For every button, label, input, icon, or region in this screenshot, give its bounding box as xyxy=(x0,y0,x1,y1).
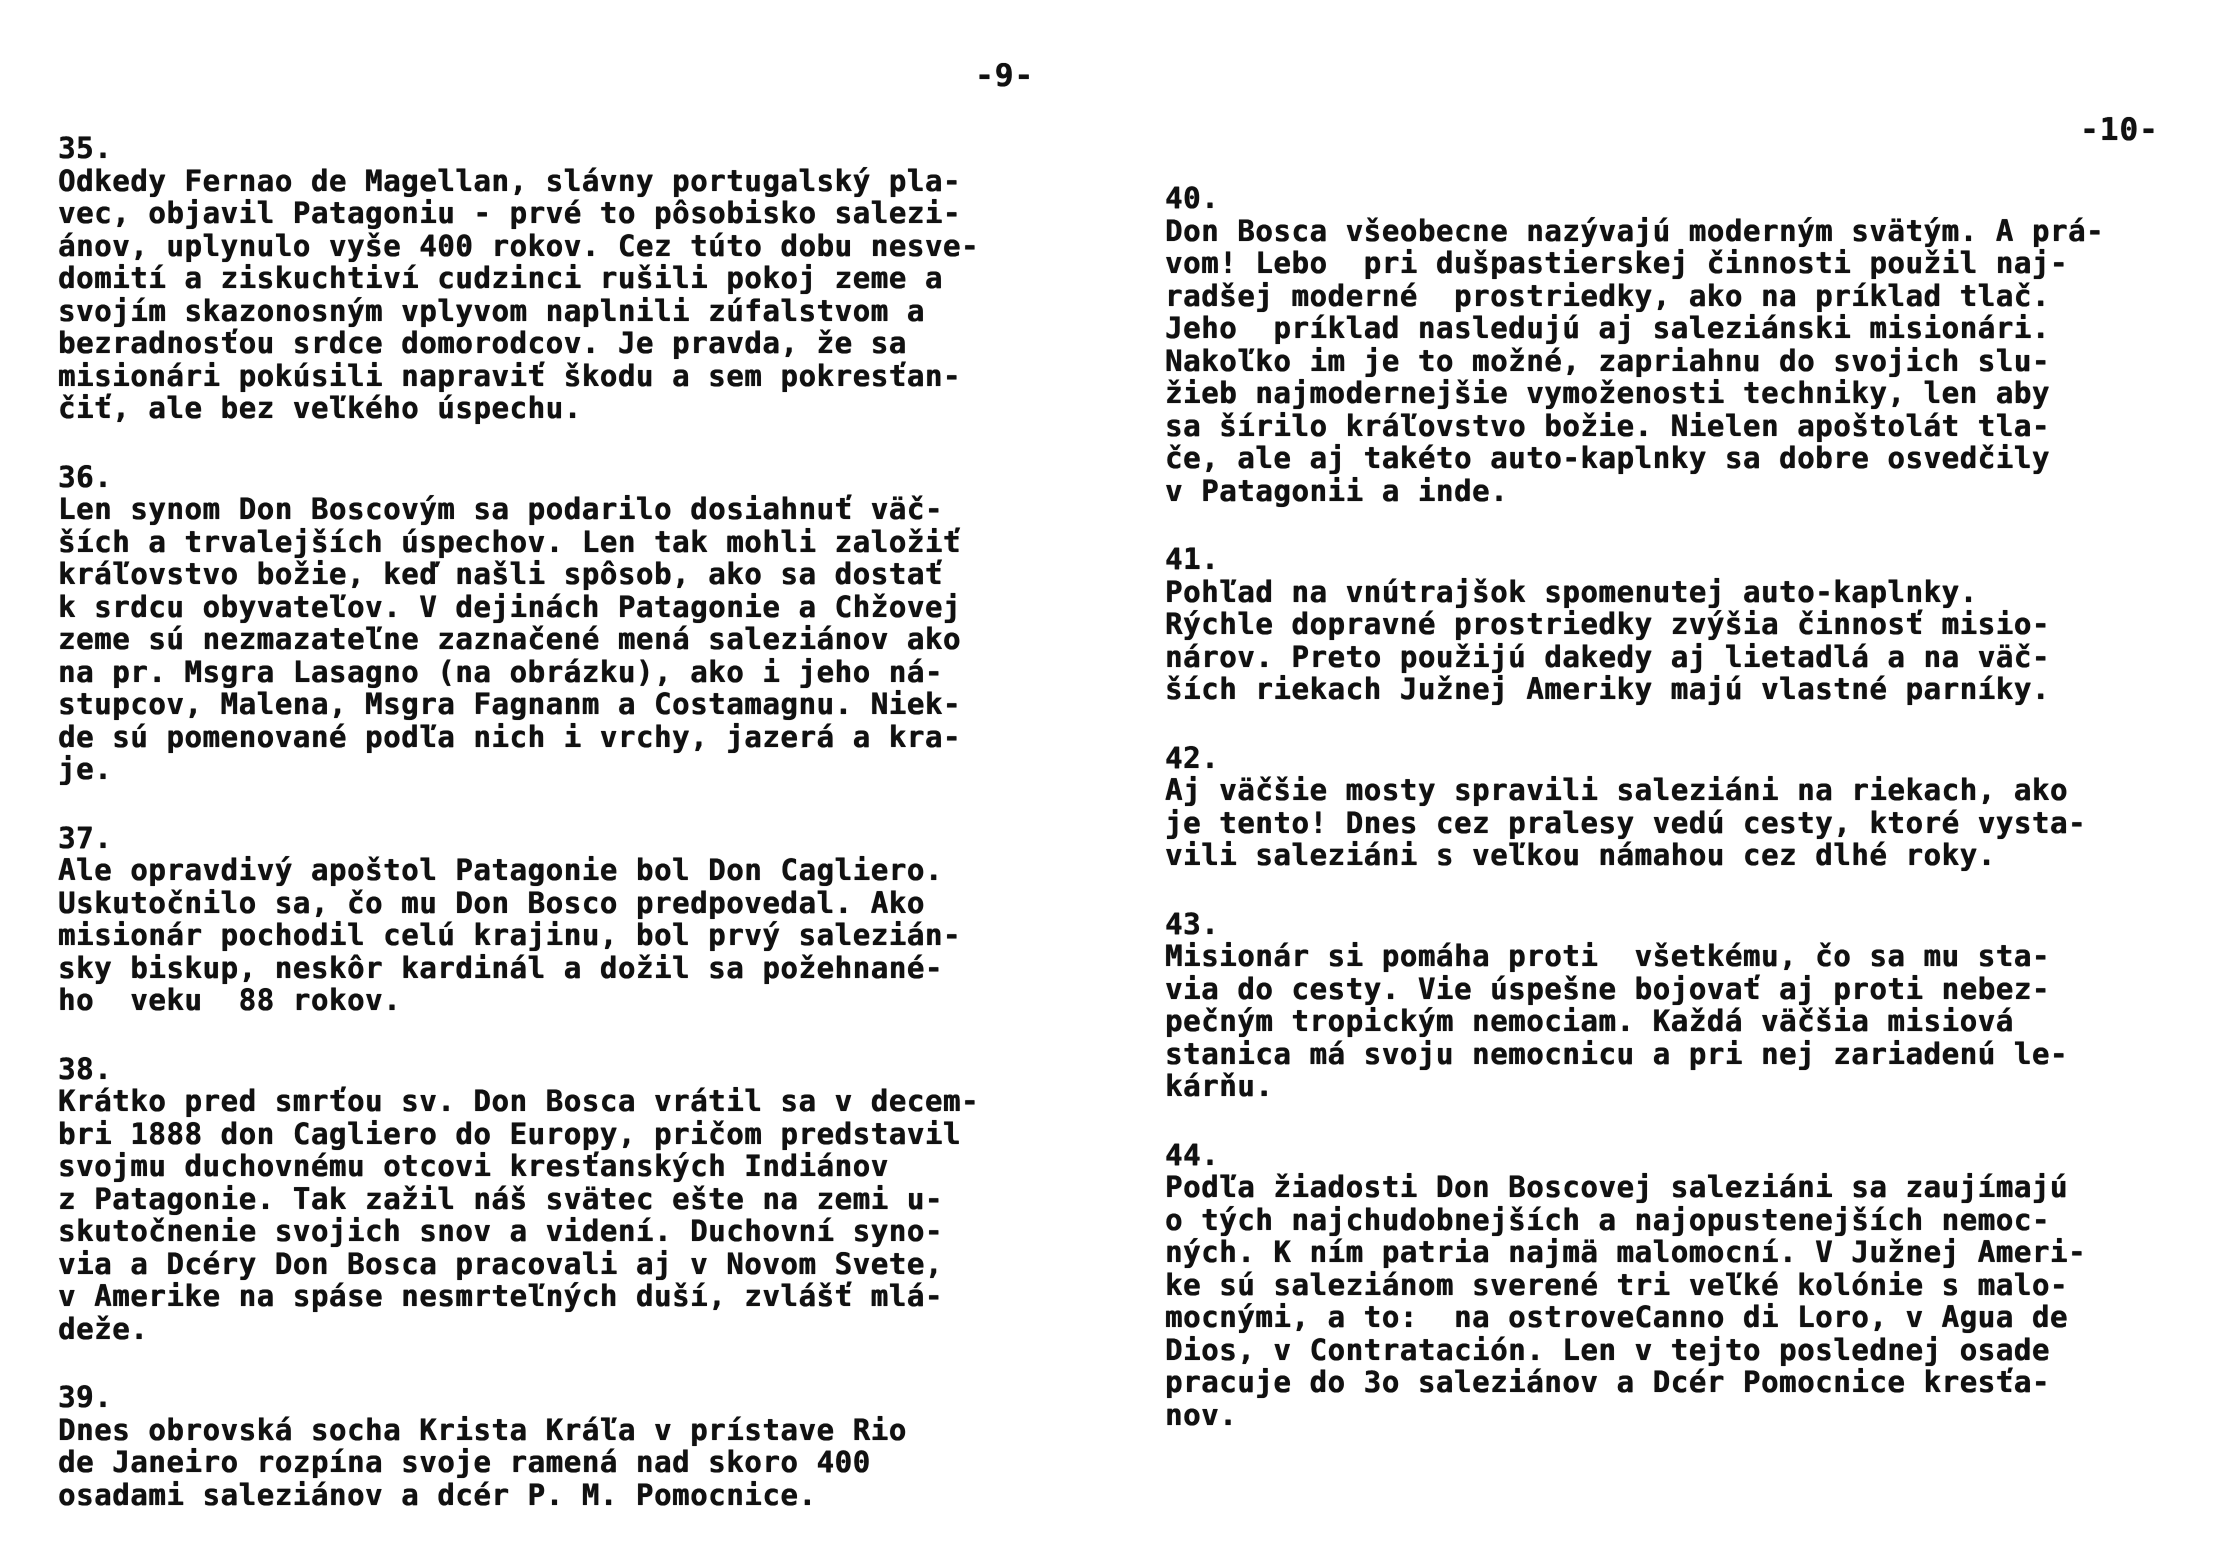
page-number: -9- xyxy=(975,58,1034,94)
text-line: če, ale aj takéto auto-kaplnky sa dobre osvedčily xyxy=(1165,441,2050,475)
text-line: mocnými, a to: na ostroveCanno di Loro, v Agua de xyxy=(1165,1300,2068,1334)
text-line: nov. xyxy=(1165,1397,1238,1432)
text-line: zeme sú nezmazateľne zaznačené mená saleziánov ako xyxy=(58,622,961,656)
paragraph-number: 44. xyxy=(1165,1137,1220,1172)
text-line: skutočnenie svojich snov a videní. Duchovní syno- xyxy=(58,1214,943,1248)
text-line: deže. xyxy=(58,1311,149,1346)
text-line: bezradnosťou srdce domorodcov. Je pravda, že sa xyxy=(58,326,907,360)
text-line: žieb najmodernejšie vymoženosti techniky, len aby xyxy=(1165,376,2050,410)
paragraph xyxy=(58,1381,1088,1511)
text-line: osadami saleziánov a dcér P. M. Pomocnice. xyxy=(58,1477,817,1512)
text-line: z Patagonie. Tak zažil náš svätec ešte na zemi u- xyxy=(58,1181,943,1216)
paragraph-number: 42. xyxy=(1165,740,1220,775)
text-line: Pohľad na vnútrajšok spomenutej auto-kaplnky. xyxy=(1165,574,1978,609)
text-line: misionári pokúsili napraviť škodu a sem pokresťan- xyxy=(58,358,961,393)
text-line: Podľa žiadosti Don Boscovej saleziáni sa zaujímajú xyxy=(1165,1170,2068,1204)
text-line: sa šírilo kráľovstvo božie. Nielen apoštolát tla- xyxy=(1165,408,2050,443)
paragraph-number: 39. xyxy=(58,1380,113,1414)
text-line: svojím skazonosným vplyvom naplnili zúfalstvom a xyxy=(58,293,925,328)
text-line: Len synom Don Boscovým sa podarilo dosiahnuť väč- xyxy=(58,492,943,526)
text-line: de Janeiro rozpína svoje ramená nad skoro 400 xyxy=(58,1445,871,1479)
paragraph xyxy=(58,822,1088,1017)
paragraph xyxy=(1165,182,2195,507)
text-line: Nakoľko im je to možné, zapriahnu do svojich slu- xyxy=(1165,343,2050,378)
text-line: v Patagonii a inde. xyxy=(1165,473,1509,508)
text-line: stupcov, Malena, Msgra Fagnanm a Costamagnu. Niek- xyxy=(58,687,961,721)
paragraph xyxy=(1165,543,2195,706)
text-line: Dnes obrovská socha Krista Kráľa v prístave Rio xyxy=(58,1412,907,1447)
text-line: svojmu duchovnému otcovi kresťanských Indiánov xyxy=(58,1149,889,1183)
text-line: kárňu. xyxy=(1165,1069,1274,1103)
text-line: kráľovstvo božie, keď našli spôsob, ako sa dostať xyxy=(58,557,943,591)
text-line: ho veku 88 rokov. xyxy=(58,983,402,1017)
text-line: ných. K ním patria najmä malomocní. V Južnej Ameri- xyxy=(1165,1235,2087,1269)
text-line: bri 1888 don Cagliero do Europy, pričom predstavil xyxy=(58,1116,961,1151)
paragraph xyxy=(58,132,1088,425)
text-line: čiť, ale bez veľkého úspechu. xyxy=(58,391,582,425)
text-line: Rýchle dopravné prostriedky zvýšia činnosť misio- xyxy=(1165,607,2050,641)
paragraph-number: 41. xyxy=(1165,542,1220,576)
text-line: vec, objavil Patagoniu - prvé to pôsobisko salezi- xyxy=(58,196,961,230)
paragraph-number: 36. xyxy=(58,459,113,494)
text-line: je tento! Dnes cez pralesy vedú cesty, ktoré vysta- xyxy=(1165,805,2087,840)
text-line: v Amerike na spáse nesmrteľných duší, zvlášť mlá- xyxy=(58,1279,943,1313)
left-page xyxy=(0,0,1115,1512)
page-number: -10- xyxy=(2080,112,2159,148)
text-line: pečným tropickým nemociam. Každá väčšia misiová xyxy=(1165,1004,2014,1038)
text-line: ánov, uplynulo vyše 400 rokov. Cez túto dobu nesve- xyxy=(58,228,980,263)
text-line: Odkedy Fernao de Magellan, slávny portugalský pla- xyxy=(58,163,961,198)
text-line: vili saleziáni s veľkou námahou cez dlhé roky. xyxy=(1165,838,1996,872)
paragraph xyxy=(58,1053,1088,1346)
paragraph xyxy=(1165,1139,2195,1432)
paragraph-number: 38. xyxy=(58,1051,113,1086)
text-line: Krátko pred smrťou sv. Don Bosca vrátil sa v decem- xyxy=(58,1084,980,1118)
text-line: Misionár si pomáha proti všetkému, čo sa mu sta- xyxy=(1165,939,2050,973)
paragraph-number: 40. xyxy=(1165,181,1220,215)
paragraph-number: 43. xyxy=(1165,906,1220,941)
text-line: pracuje do 3o saleziánov a Dcér Pomocnice kresťa- xyxy=(1165,1365,2050,1399)
paragraph xyxy=(58,461,1088,786)
text-line: domití a ziskuchtiví cudzinci rušili pokoj zeme a xyxy=(58,261,943,295)
text-line: de sú pomenované podľa nich i vrchy, jazerá a kra- xyxy=(58,719,961,754)
text-line: Don Bosca všeobecne nazývajú moderným svätým. A prá- xyxy=(1165,213,2105,248)
text-line: radšej moderné prostriedky, ako na príklad tlač. xyxy=(1165,278,2050,313)
text-line: Dios, v Contratación. Len v tejto poslednej osade xyxy=(1165,1332,2050,1367)
right-page xyxy=(1115,0,2230,1500)
text-line: o tých najchudobnejších a najopustenejších nemoc- xyxy=(1165,1202,2050,1237)
text-line: via a Dcéry Don Bosca pracovali aj v Novom Svete, xyxy=(58,1246,943,1281)
text-line: misionár pochodil celú krajinu, bol prvý salezián- xyxy=(58,918,961,952)
text-line: stanica má svoju nemocnicu a pri nej zariadenú le- xyxy=(1165,1036,2068,1071)
text-line: Uskutočnilo sa, čo mu Don Bosco predpovedal. Ako xyxy=(58,885,925,920)
paragraph xyxy=(1165,742,2195,872)
text-line: ších riekach Južnej Ameriky majú vlastné parníky. xyxy=(1165,672,2050,706)
text-column xyxy=(1165,182,2195,1467)
text-line: na pr. Msgra Lasagno (na obrázku), ako i jeho ná- xyxy=(58,654,943,689)
paragraph xyxy=(1165,908,2195,1103)
text-line: ších a trvalejších úspechov. Len tak mohli založiť xyxy=(58,524,961,559)
text-line: vom! Lebo pri dušpastierskej činnosti použil naj- xyxy=(1165,246,2068,280)
text-line: Aj väčšie mosty spravili saleziáni na riekach, ako xyxy=(1165,773,2068,807)
text-column xyxy=(58,132,1088,1547)
text-line: k srdcu obyvateľov. V dejinách Patagonie a Chžovej xyxy=(58,589,961,624)
text-line: Ale opravdivý apoštol Patagonie bol Don Cagliero. xyxy=(58,853,943,887)
paragraph-number: 37. xyxy=(58,820,113,855)
text-line: nárov. Preto použijú dakedy aj lietadlá a na väč- xyxy=(1165,639,2050,674)
text-line: ke sú saleziánom sverené tri veľké kolónie s malo- xyxy=(1165,1267,2068,1302)
text-line: Jeho príklad nasledujú aj saleziánski misionári. xyxy=(1165,311,2050,345)
text-line: sky biskup, neskôr kardinál a dožil sa požehnané- xyxy=(58,950,943,985)
text-line: via do cesty. Vie úspešne bojovať aj proti nebez- xyxy=(1165,971,2050,1006)
paragraph-number: 35. xyxy=(58,131,113,165)
text-line: je. xyxy=(58,752,113,786)
